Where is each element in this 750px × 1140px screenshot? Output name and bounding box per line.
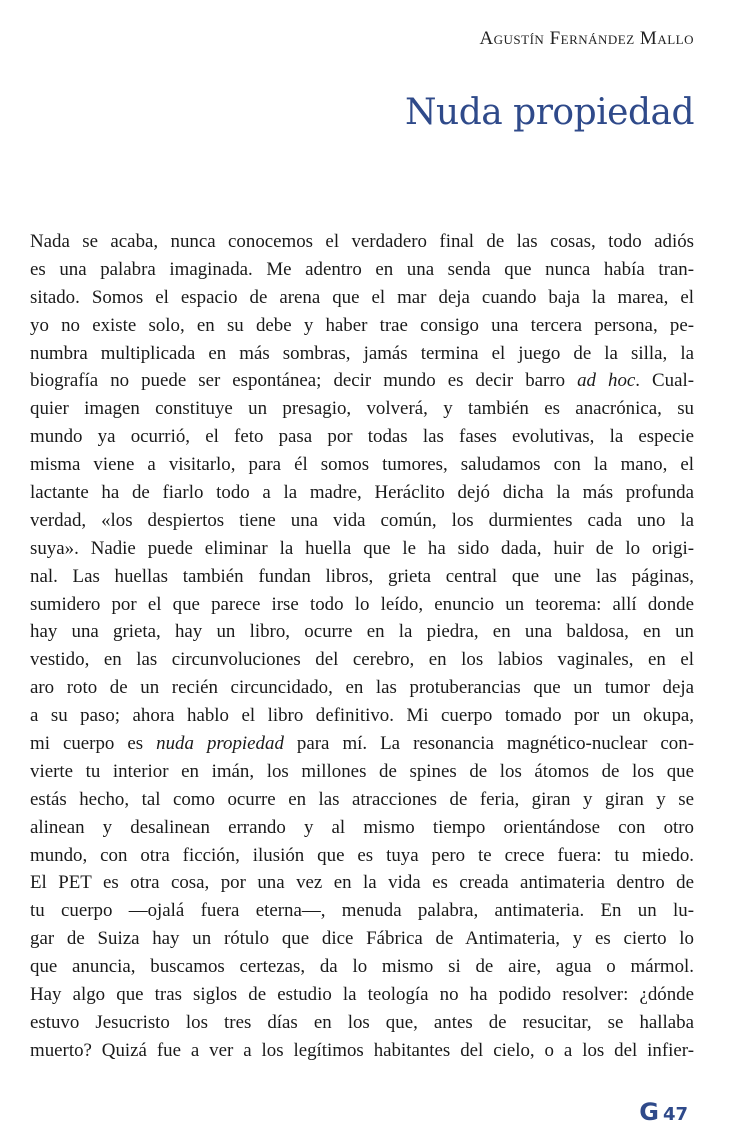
- text-line: gar de Suiza hay un rótulo que dice Fábrica de Antimateria, y es cierto lo: [30, 928, 694, 950]
- text-line: Hay algo que tras siglos de estudio la teología no ha podido resolver: ¿dónde: [30, 984, 694, 1006]
- text-line: que anuncia, buscamos certezas, da lo mismo si de aire, agua o mármol.: [30, 956, 694, 978]
- text-line: es una palabra imaginada. Me adentro en una senda que nunca había tran-: [30, 258, 694, 280]
- text-line: nal. Las huellas también fundan libros, grieta central que une las páginas,: [30, 565, 694, 587]
- text-line: yo no existe solo, en su debe y haber trae consigo una tercera persona, pe-: [30, 314, 694, 336]
- text-line: mundo ya ocurrió, el feto pasa por todas las fases evolutivas, la especie: [30, 426, 694, 448]
- text-line: muerto? Quizá fue a ver a los legítimos habitantes del cielo, o a los del infier-: [30, 1039, 694, 1061]
- text-line: vierte tu interior en imán, los millones de spines de los átomos de los que: [30, 760, 694, 782]
- text-line: sitado. Somos el espacio de arena que el mar deja cuando baja la marea, el: [30, 286, 694, 308]
- text-line: suya». Nadie puede eliminar la huella que le ha sido dada, huir de lo origi-: [30, 537, 694, 559]
- body-paragraph: [30, 228, 694, 1065]
- text-line: estuvo Jesucristo los tres días en los que, antes de resucitar, se hallaba: [30, 1011, 694, 1033]
- running-header-author: Agustín Fernández Mallo: [479, 28, 694, 49]
- text-line: a su paso; ahora hablo el libro definitivo. Mi cuerpo tomado por un okupa,: [30, 705, 694, 727]
- text-line: aro roto de un recién circuncidado, en las protuberancias que un tumor deja: [30, 677, 694, 699]
- text-line: alinean y desalinean errando y al mismo tiempo orientándose con otro: [30, 816, 694, 838]
- text-line: sumidero por el que parece irse todo lo leído, enuncio un teorema: allí donde: [30, 593, 694, 615]
- text-line: hay una grieta, hay un libro, ocurre en la piedra, en una baldosa, en un: [30, 621, 694, 643]
- text-line: verdad, «los despiertos tiene una vida común, los durmientes cada uno la: [30, 509, 694, 531]
- text-line: vestido, en las circunvoluciones del cerebro, en los labios vaginales, en el: [30, 649, 694, 671]
- text-line: Nada se acaba, nunca conocemos el verdadero final de las cosas, todo adiós: [30, 231, 694, 252]
- text-line: quier imagen constituye un presagio, volverá, y también es anacrónica, su: [30, 398, 694, 420]
- page-number: [639, 1098, 688, 1126]
- text-line: mundo, con otra ficción, ilusión que es tuya pero te crece fuera: tu miedo.: [30, 844, 694, 866]
- section-letter: G: [639, 1098, 659, 1126]
- text-line: mi cuerpo es nuda propiedad para mí. La resonancia magnético-nuclear con-: [30, 733, 694, 755]
- text-line: estás hecho, tal como ocurre en las atracciones de feria, giran y giran y se: [30, 788, 694, 810]
- text-line: El PET es otra cosa, por una vez en la vida es creada antimateria dentro de: [30, 872, 694, 894]
- page-title: Nuda propiedad: [405, 92, 694, 133]
- text-line: misma viene a visitarlo, para él somos tumores, saludamos con la mano, el: [30, 454, 694, 476]
- text-line: lactante ha de fiarlo todo a la madre, Heráclito dejó dicha la más profunda: [30, 482, 694, 504]
- page-number-value: 47: [662, 1104, 688, 1125]
- text-line: tu cuerpo —ojalá fuera eterna—, menuda palabra, antimateria. En un lu-: [30, 900, 694, 922]
- text-line: biografía no puede ser espontánea; decir mundo es decir barro ad hoc. Cual-: [30, 370, 694, 392]
- text-line: numbra multiplicada en más sombras, jamás termina el juego de la silla, la: [30, 342, 694, 364]
